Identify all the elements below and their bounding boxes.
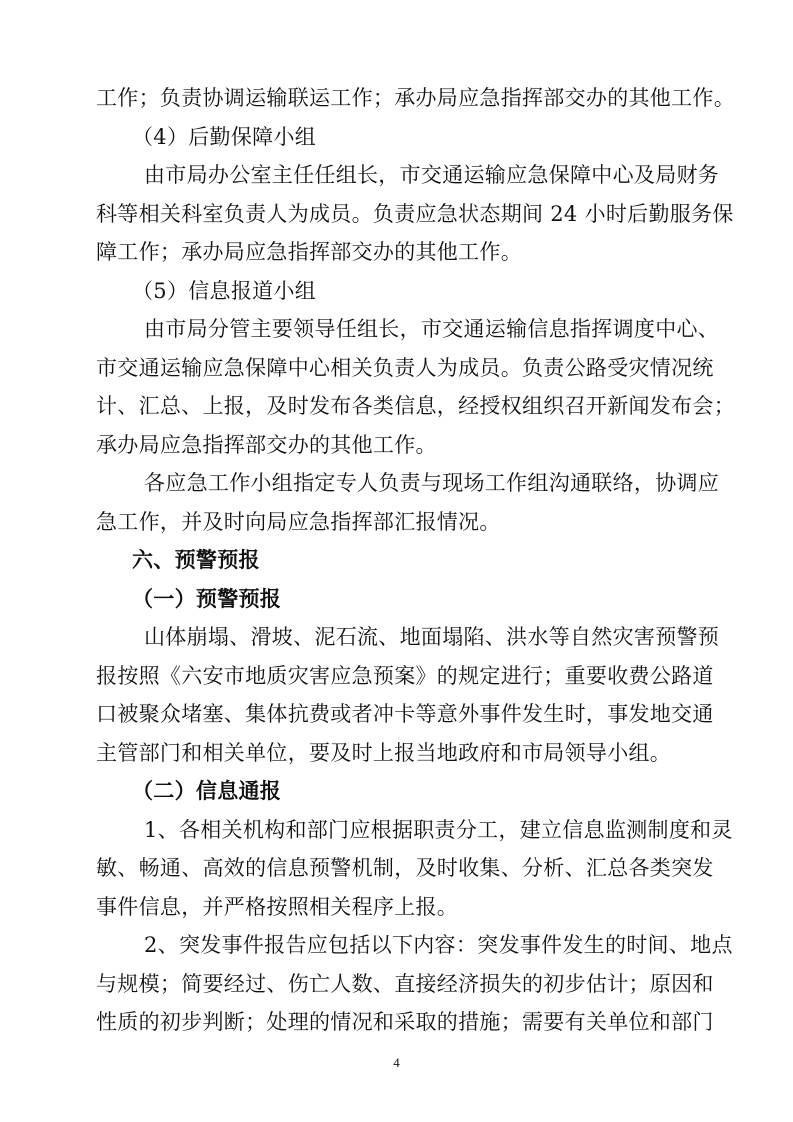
subsection-heading: （一）预警预报 bbox=[132, 586, 282, 611]
paragraph-line: 与规模；简要经过、伤亡人数、直接经济损失的初步估计；原因和 bbox=[96, 972, 714, 996]
paragraph-line: 主管部门和相关单位，要及时上报当地政府和市局领导小组。 bbox=[96, 741, 672, 765]
paragraph-line: 1、各相关机构和部门应根据职责分工，建立信息监测制度和灵 bbox=[144, 818, 733, 842]
paragraph-line: 敏、畅通、高效的信息预警机制，及时收集、分析、汇总各类突发 bbox=[96, 856, 714, 880]
subsection-heading: （4）后勤保障小组 bbox=[132, 125, 317, 149]
paragraph-line: 口被聚众堵塞、集体抗费或者冲卡等意外事件发生时，事发地交通 bbox=[96, 702, 714, 726]
page-number: 4 bbox=[393, 1055, 400, 1070]
paragraph-line: 工作；负责协调运输联运工作；承办局应急指挥部交办的其他工作。 bbox=[96, 86, 735, 110]
subsection-heading: （5）信息报道小组 bbox=[132, 279, 317, 303]
section-heading: 六、预警预报 bbox=[132, 547, 260, 572]
paragraph-line: 山体崩塌、滑坡、泥石流、地面塌陷、洪水等自然灾害预警预 bbox=[144, 625, 720, 649]
paragraph-line: 2、突发事件报告应包括以下内容：突发事件发生的时间、地点 bbox=[144, 933, 733, 957]
paragraph-line: 障工作；承办局应急指挥部交办的其他工作。 bbox=[96, 240, 522, 264]
paragraph-line: 市交通运输应急保障中心相关负责人为成员。负责公路受灾情况统 bbox=[96, 356, 714, 380]
paragraph-line: 事件信息，并严格按照相关程序上报。 bbox=[96, 895, 459, 919]
paragraph-line: 各应急工作小组指定专人负责与现场工作组沟通联络，协调应 bbox=[144, 471, 720, 495]
paragraph-line: 报按照《六安市地质灾害应急预案》的规定进行；重要收费公路道 bbox=[96, 664, 714, 688]
subsection-heading: （二）信息通报 bbox=[132, 778, 282, 803]
paragraph-line: 由市局分管主要领导任组长，市交通运输信息指挥调度中心、 bbox=[144, 317, 720, 341]
paragraph-line: 科等相关科室负责人为成员。负责应急状态期间 24 小时后勤服务保 bbox=[96, 202, 734, 226]
paragraph-line: 急工作，并及时向局应急指挥部汇报情况。 bbox=[96, 510, 501, 534]
paragraph-line: 承办局应急指挥部交办的其他工作。 bbox=[96, 433, 437, 457]
paragraph-line: 由市局办公室主任任组长，市交通运输应急保障中心及局财务 bbox=[144, 163, 720, 187]
paragraph-line: 性质的初步判断；处理的情况和采取的措施；需要有关单位和部门 bbox=[96, 1010, 714, 1034]
paragraph-line: 计、汇总、上报，及时发布各类信息，经授权组织召开新闻发布会； bbox=[96, 394, 735, 418]
